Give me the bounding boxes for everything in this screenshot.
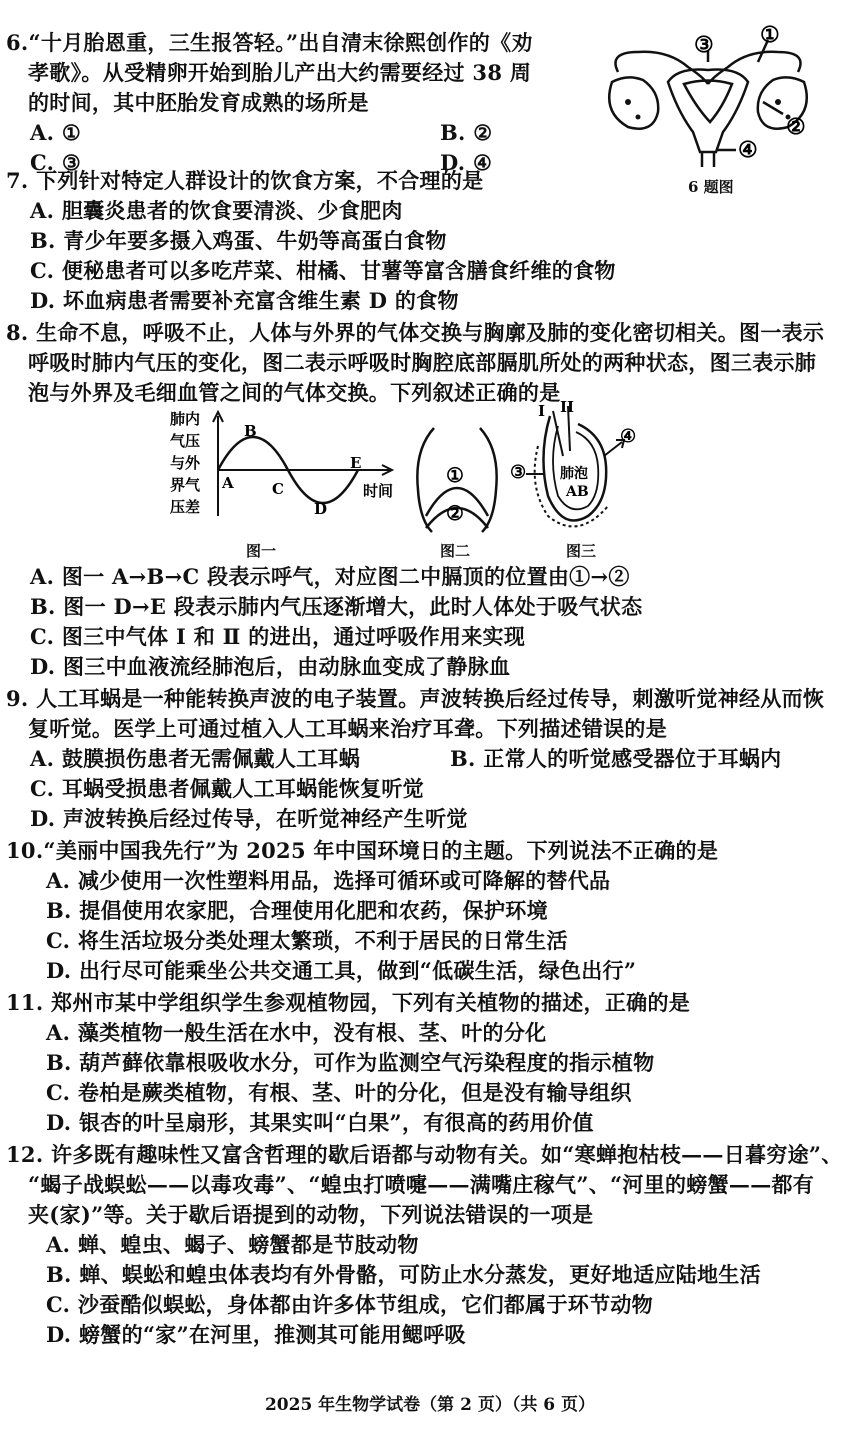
svg-text:A: A: [222, 474, 234, 492]
q12-stem-line3: 夹(家)”等。关于歇后语提到的动物，下列说法错误的一项是: [28, 1202, 594, 1227]
q10-option-c: C. 将生活垃圾分类处理太繁琐，不利于居民的日常生活: [46, 928, 568, 953]
q9-option-b: B. 正常人的听觉感受器位于耳蜗内: [450, 746, 782, 771]
svg-text:II: II: [560, 398, 575, 416]
q12-option-d: D. 螃蟹的“家”在河里，推测其可能用鳃呼吸: [46, 1322, 466, 1347]
q8-option-c: C. 图三中气体 Ⅰ 和 Ⅱ 的进出，通过呼吸作用来实现: [30, 624, 526, 649]
q8-figure-3-caption: 图三: [566, 542, 597, 560]
q6-option-b: B. ②: [440, 120, 493, 145]
q6-uterus-figure: [598, 22, 818, 172]
q8-figure-1-pressure-curve: [168, 408, 408, 558]
q12-option-a: A. 蝉、蝗虫、蝎子、螃蟹都是节肢动物: [46, 1232, 419, 1257]
q9-option-d: D. 声波转换后经过传导，在听觉神经产生听觉: [30, 806, 468, 831]
svg-text:肺内: 肺内: [170, 410, 201, 428]
q8-figure-2-diaphragm: [412, 420, 502, 535]
q7-stem: 7. 下列针对特定人群设计的饮食方案，不合理的是: [6, 168, 484, 193]
q8-figure-3-alveolus: [508, 396, 648, 536]
q11-option-c: C. 卷柏是蕨类植物，有根、茎、叶的分化，但是没有输导组织: [46, 1080, 632, 1105]
svg-text:④: ④: [620, 426, 637, 447]
q11-option-b: B. 葫芦藓依靠根吸收水分，可作为监测空气污染程度的指示植物: [46, 1050, 655, 1075]
q11-stem: 11. 郑州市某中学组织学生参观植物园，下列有关植物的描述，正确的是: [6, 990, 691, 1015]
q9-stem-line1: 9. 人工耳蜗是一种能转换声波的电子装置。声波转换后经过传导，刺激听觉神经从而恢: [6, 686, 825, 711]
svg-text:压差: 压差: [170, 498, 201, 516]
svg-text:D: D: [314, 500, 328, 518]
q6-option-c: C. ③: [30, 150, 81, 175]
q7-option-d: D. 坏血病患者需要补充富含维生素 D 的食物: [30, 288, 459, 313]
svg-text:与外: 与外: [170, 454, 201, 472]
q8-figure-2-caption: 图二: [440, 542, 471, 560]
q6-stem-line2: 孝歌》。从受精卵开始到胎儿产出大约需要经过 38 周: [28, 60, 532, 85]
q6-stem-line1: 6.“十月胎恩重，三生报答轻。”出自清末徐熙创作的《劝: [6, 30, 533, 55]
q9-stem-line2: 复听觉。医学上可通过植入人工耳蜗来治疗耳聋。下列描述错误的是: [28, 716, 667, 741]
svg-text:②: ②: [446, 501, 464, 525]
q10-option-a: A. 减少使用一次性塑料用品，选择可循环或可降解的替代品: [46, 868, 611, 893]
q6-label-4: ④: [738, 137, 758, 163]
q9-option-c: C. 耳蜗受损患者佩戴人工耳蜗能恢复听觉: [30, 776, 424, 801]
q7-option-a: A. 胆囊炎患者的饮食要清淡、少食肥肉: [30, 198, 403, 223]
q9-option-a: A. 鼓膜损伤患者无需佩戴人工耳蜗: [30, 746, 361, 771]
q8-option-a: A. 图一 A→B→C 段表示呼气，对应图二中膈顶的位置由①→②: [30, 564, 630, 589]
q12-option-c: C. 沙蚕酷似蜈蚣，身体都由许多体节组成，它们都属于环节动物: [46, 1292, 653, 1317]
q8-stem-line3: 泡与外界及毛细血管之间的气体交换。下列叙述正确的是: [28, 380, 561, 405]
page-footer: 2025 年生物学试卷（第 2 页）（共 6 页）: [264, 1395, 596, 1415]
q10-option-b: B. 提倡使用农家肥，合理使用化肥和农药，保护环境: [46, 898, 548, 923]
svg-text:B: B: [244, 422, 257, 440]
q12-stem-line2: “蝎子战蜈蚣——以毒攻毒”、“蝗虫打喷嚏——满嘴庄稼气”、“河里的螃蟹——都有: [28, 1172, 815, 1197]
q6-label-1: ①: [760, 22, 780, 48]
q10-option-d: D. 出行尽可能乘坐公共交通工具，做到“低碳生活，绿色出行”: [46, 958, 637, 983]
q7-option-b: B. 青少年要多摄入鸡蛋、牛奶等高蛋白食物: [30, 228, 447, 253]
q12-option-b: B. 蝉、蜈蚣和蝗虫体表均有外骨骼，可防止水分蒸发，更好地适应陆地生活: [46, 1262, 761, 1287]
q11-option-d: D. 银杏的叶呈扇形，其果实叫“白果”，有很高的药用价值: [46, 1110, 594, 1135]
svg-text:E: E: [350, 454, 362, 472]
q7-option-c: C. 便秘患者可以多吃芹菜、柑橘、甘薯等富含膳食纤维的食物: [30, 258, 616, 283]
q8-option-b: B. 图一 D→E 段表示肺内气压逐渐增大，此时人体处于吸气状态: [30, 594, 643, 619]
q6-figure-caption: 6 题图: [688, 178, 734, 196]
svg-text:气压: 气压: [170, 432, 201, 450]
q6-stem-line3: 的时间，其中胚胎发育成熟的场所是: [28, 90, 369, 115]
q8-figure-1-caption: 图一: [246, 542, 277, 560]
svg-text:C: C: [272, 480, 284, 498]
svg-text:①: ①: [446, 463, 464, 487]
q6-option-a: A. ①: [30, 120, 81, 145]
q12-stem-line1: 12. 许多既有趣味性又富含哲理的歇后语都与动物有关。如“寒蝉抱枯枝——日暮穷途”、: [6, 1142, 843, 1167]
q8-stem-line2: 呼吸时肺内气压的变化，图二表示呼吸时胸腔底部膈肌所处的两种状态，图三表示肺: [28, 350, 817, 375]
q6-option-d: D. ④: [440, 150, 493, 175]
svg-text:界气: 界气: [170, 476, 201, 494]
q6-label-2: ②: [786, 114, 806, 140]
svg-text:AB: AB: [566, 484, 589, 500]
svg-text:肺泡: 肺泡: [560, 466, 588, 482]
q8-option-d: D. 图三中血液流经肺泡后，由动脉血变成了静脉血: [30, 654, 511, 679]
svg-text:时间: 时间: [363, 482, 394, 500]
q11-option-a: A. 藻类植物一般生活在水中，没有根、茎、叶的分化: [46, 1020, 547, 1045]
q6-label-3: ③: [694, 32, 714, 58]
svg-text:I: I: [538, 402, 546, 420]
q8-stem-line1: 8. 生命不息，呼吸不止，人体与外界的气体交换与胸廓及肺的变化密切相关。图一表示: [6, 320, 825, 345]
svg-text:③: ③: [510, 462, 527, 483]
q10-stem: 10.“美丽中国我先行”为 2025 年中国环境日的主题。下列说法不正确的是: [6, 838, 719, 863]
